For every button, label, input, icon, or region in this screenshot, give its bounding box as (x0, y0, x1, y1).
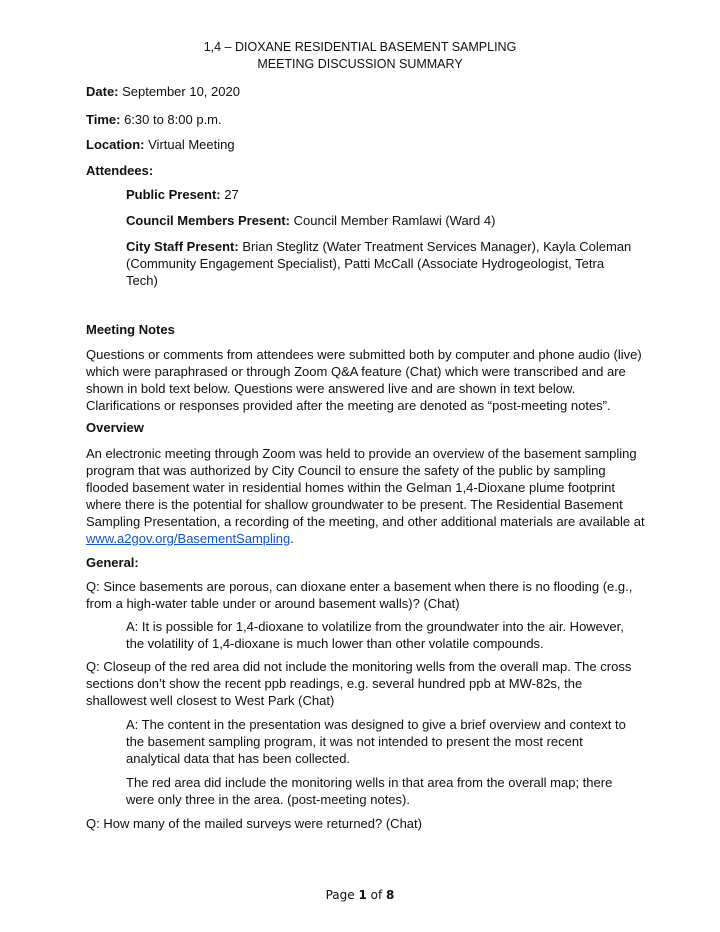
basement-sampling-link[interactable]: www.a2gov.org/BasementSampling (86, 531, 291, 546)
city-staff-row (126, 238, 636, 289)
question-1: Q: Since basements are porous, can dioxane enter a basement when there is no flooding (e.g., from a high-water table under or around basement walls)? (Chat) (86, 579, 633, 611)
time-label: Time: (86, 112, 121, 127)
public-present-value: 27 (224, 187, 239, 202)
answer-2-followup: The red area did include the monitoring wells in that area from the overall map; there were only three in the area. (post-meeting notes). (126, 775, 613, 807)
city-staff-value: Brian Steglitz (Water Treatment Services Manager), Kayla Coleman (Community Engagement Specialist), Patti McCall (Associate Hydrogeologist, Tetra Tech) (126, 239, 632, 288)
attendees-label: Attendees: (86, 163, 154, 178)
date-value: September 10, 2020 (122, 84, 240, 99)
time-row (86, 112, 646, 128)
document-title-line2: MEETING DISCUSSION SUMMARY (257, 57, 463, 71)
page-footer (0, 888, 720, 902)
date-row (86, 84, 646, 100)
question-2: Q: Closeup of the red area did not include the monitoring wells from the overall map. The cross sections don’t show the recent ppb readings, e.g. several hundred ppb at MW-82s, the shallowest well closest to West Park (Chat) (86, 659, 632, 708)
general-heading: General: (86, 555, 139, 570)
public-present-label: Public Present: (126, 187, 221, 202)
city-staff-label: City Staff Present: (126, 239, 239, 254)
page-total: 8 (386, 888, 395, 902)
document-title-line1: 1,4 – DIOXANE RESIDENTIAL BASEMENT SAMPLING (203, 40, 517, 54)
council-present-row (126, 213, 626, 229)
location-row (86, 137, 646, 153)
meeting-notes-heading: Meeting Notes (86, 322, 175, 337)
overview-heading: Overview (86, 420, 144, 435)
page-prefix: Page (325, 888, 359, 902)
council-present-label: Council Members Present: (126, 213, 290, 228)
overview-body (86, 445, 646, 547)
answer-2: A: The content in the presentation was designed to give a brief overview and context to the basement sampling program, it was not intended to present the most recent analytical data that has been collected. (126, 717, 626, 766)
location-label: Location: (86, 137, 145, 152)
page-number: 1 (358, 888, 367, 902)
location-value: Virtual Meeting (148, 137, 235, 152)
overview-period: . (290, 531, 294, 546)
meeting-notes-body: Questions or comments from attendees were submitted both by computer and phone audio (live) which were paraphrased or through Zoom Q&A feature (Chat) which were transcribed and are shown in bold text below. Questions were answered live and are shown in text below. Clarifications or responses provided after the meeting are denoted as “post-meeting notes”. (86, 347, 642, 413)
public-present-row (126, 187, 626, 203)
answer-1: A: It is possible for 1,4-dioxane to volatilize from the groundwater into the air. However, the volatility of 1,4-dioxane is much lower than other volatile compounds. (126, 619, 624, 651)
time-value: 6:30 to 8:00 p.m. (124, 112, 222, 127)
date-label: Date: (86, 84, 119, 99)
overview-text: An electronic meeting through Zoom was held to provide an overview of the basement sampling program that was authorized by City Council to ensure the safety of the public by sampling flooded basement water in residential homes within the Gelman 1,4-Dioxane plume footprint where there is the potential for shallow groundwater to be present. The Residential Basement Sampling Presentation, a recording of the meeting, and other additional materials are available at (86, 446, 645, 529)
question-3: Q: How many of the mailed surveys were returned? (Chat) (86, 816, 422, 831)
page-of: of (366, 888, 387, 902)
council-present-value: Council Member Ramlawi (Ward 4) (293, 213, 496, 228)
